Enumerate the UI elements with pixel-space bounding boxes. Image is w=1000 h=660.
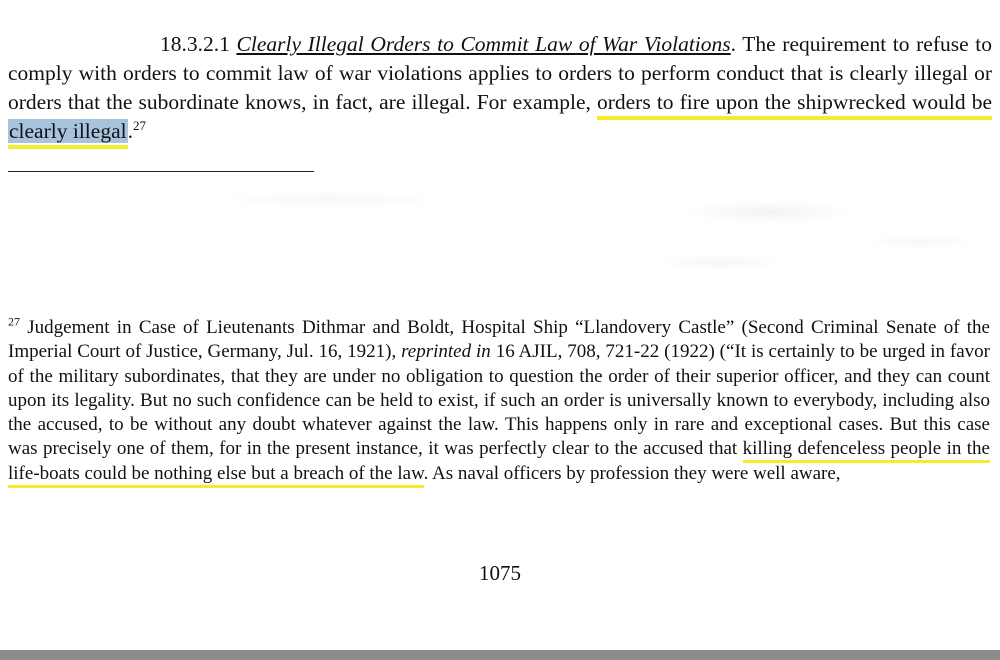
section-paragraph [8, 30, 992, 146]
footnote-reference[interactable]: 27 [132, 117, 146, 133]
viewer-bottom-bar [0, 650, 1000, 660]
footnote-27 [8, 316, 990, 486]
footnote-separator [8, 171, 314, 172]
highlighted-text: orders to fire upon the shipwrecked would be [596, 90, 992, 114]
footnote-reprinted-in: reprinted in [401, 341, 491, 363]
section-number: 18.3.2.1 [160, 32, 230, 56]
footnote-text-3: . As naval officers by profession they were well aware, [423, 462, 841, 484]
section-body-text: . The requirement to refuse to comply with orders to commit law of war violations applies to orders to perform conduct that is clearly illegal or orders that the subordinate knows, in fact, are illegal. For example, [8, 32, 993, 114]
footnote-marker: 27 [8, 314, 20, 329]
page-number: 1075 [479, 561, 521, 585]
footnote-yellow-highlight: killing defenceless people in the life-boats could be nothing else but a breach of the law [8, 438, 990, 487]
footnote-text-1: Judgement in Case of Lieutenants Dithmar and Boldt, Hospital Ship “Llandovery Castle” (Second Criminal Senate of the Imperial Court of Justice, Germany, Jul. 16, 1921), [8, 317, 990, 363]
text-selection[interactable]: clearly illegal [9, 119, 127, 143]
section-title: Clearly Illegal Orders to Commit Law of War Violations [236, 32, 731, 56]
sentence-period: . [127, 119, 133, 143]
faded-bleed-through [0, 182, 1000, 307]
footnote-text-2: 16 AJIL, 708, 721-22 (1922) (“It is certainly to be urged in favor of the military subordinates, that they are under no obligation to question the order of their superior officer, and they can count upon its legality. But no such confidence can be held to exist, if such an order is universally known to everybody, including also the accused, to be without any doubt whatever against the law. This happens only in rare and exceptional cases. But this case was precisely one of them, for in the present instance, it was perfectly clear to the accused that [8, 341, 990, 460]
